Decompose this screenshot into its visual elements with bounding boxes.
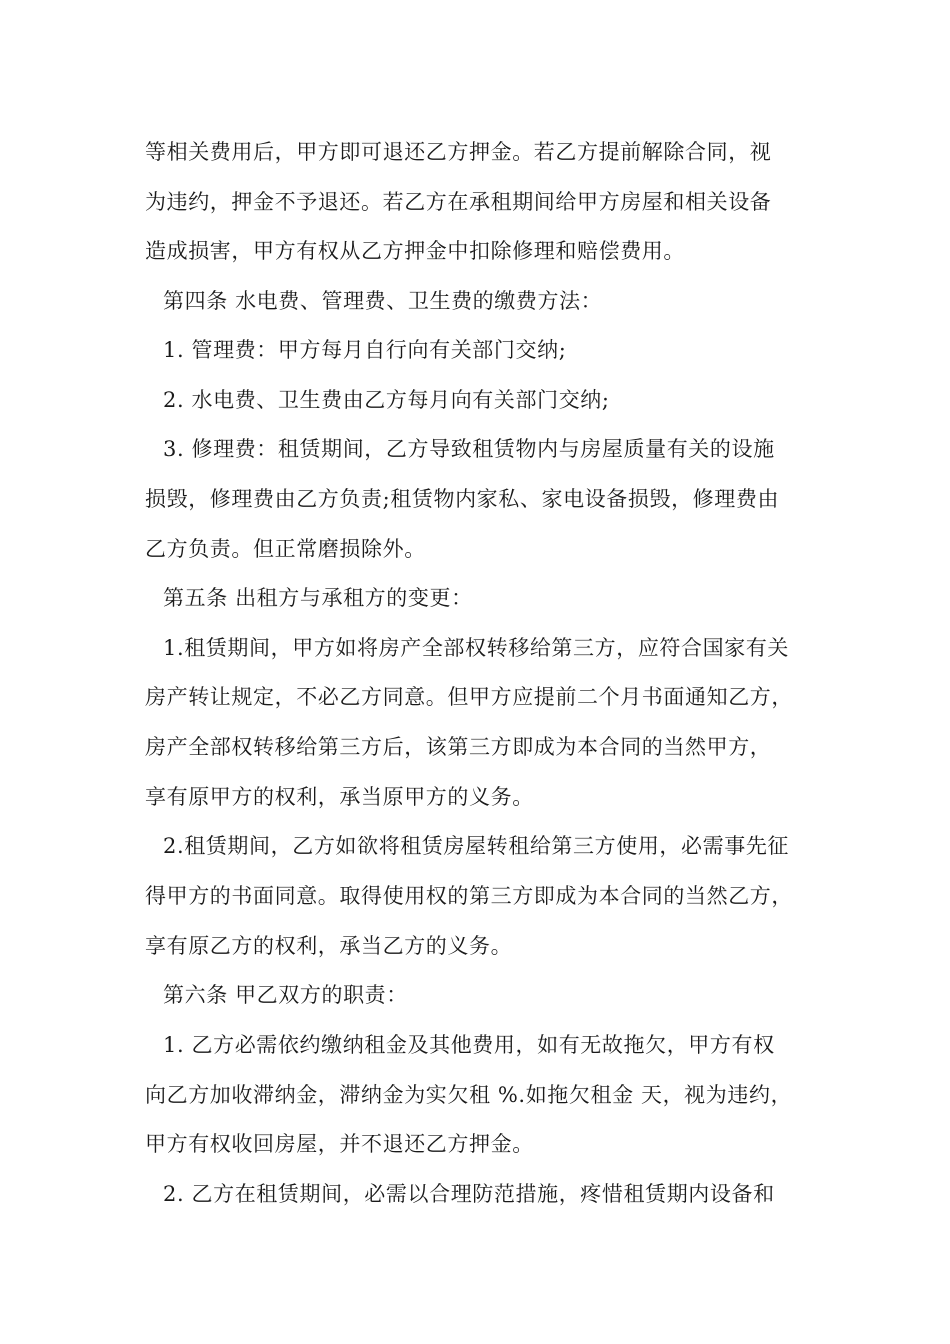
list-item: 3. 修理费：租赁期间，乙方导致租赁物内与房屋质量有关的设施 [163,437,775,461]
list-item: 1. 乙方必需依约缴纳租金及其他费用，如有无故拖欠，甲方有权 [163,1033,775,1057]
text-line: 享有原甲方的权利，承当原甲方的义务。 [145,785,534,809]
text-line: 等相关费用后，甲方即可退还乙方押金。若乙方提前解除合同，视 [145,140,772,164]
text-line: 为违约，押金不予退还。若乙方在承租期间给甲方房屋和相关设备 [145,190,772,214]
list-item: 1. 管理费：甲方每月自行向有关部门交纳; [163,338,567,362]
text-line: 享有原乙方的权利，承当乙方的义务。 [145,934,513,958]
text-line: 造成损害，甲方有权从乙方押金中扣除修理和赔偿费用。 [145,239,685,263]
text-line: 向乙方加收滞纳金，滞纳金为实欠租 %.如拖欠租金 天，视为违约， [145,1083,793,1107]
text-line: 甲方有权收回房屋，并不退还乙方押金。 [145,1132,534,1156]
list-item: 2. 水电费、卫生费由乙方每月向有关部门交纳; [163,388,610,412]
text-line: 得甲方的书面同意。取得使用权的第三方即成为本合同的当然乙方， [145,884,793,908]
text-line: 乙方负责。但正常磨损除外。 [145,537,426,561]
list-item: 2. 乙方在租赁期间，必需以合理防范措施，疼惜租赁期内设备和 [163,1182,775,1206]
list-item: 1.租赁期间，甲方如将房产全部权转移给第三方，应符合国家有关 [163,636,790,660]
text-line: 房产全部权转移给第三方后，该第三方即成为本合同的当然甲方， [145,735,772,759]
section-heading: 第四条 水电费、管理费、卫生费的缴费方法： [163,289,603,313]
text-line: 损毁，修理费由乙方负责;租赁物内家私、家电设备损毁，修理费由 [145,487,780,511]
text-line: 房产转让规定，不必乙方同意。但甲方应提前二个月书面通知乙方， [145,685,793,709]
section-heading: 第五条 出租方与承租方的变更： [163,586,473,610]
list-item: 2.租赁期间，乙方如欲将租赁房屋转租给第三方使用，必需事先征 [163,834,790,858]
section-heading: 第六条 甲乙双方的职责： [163,983,408,1007]
